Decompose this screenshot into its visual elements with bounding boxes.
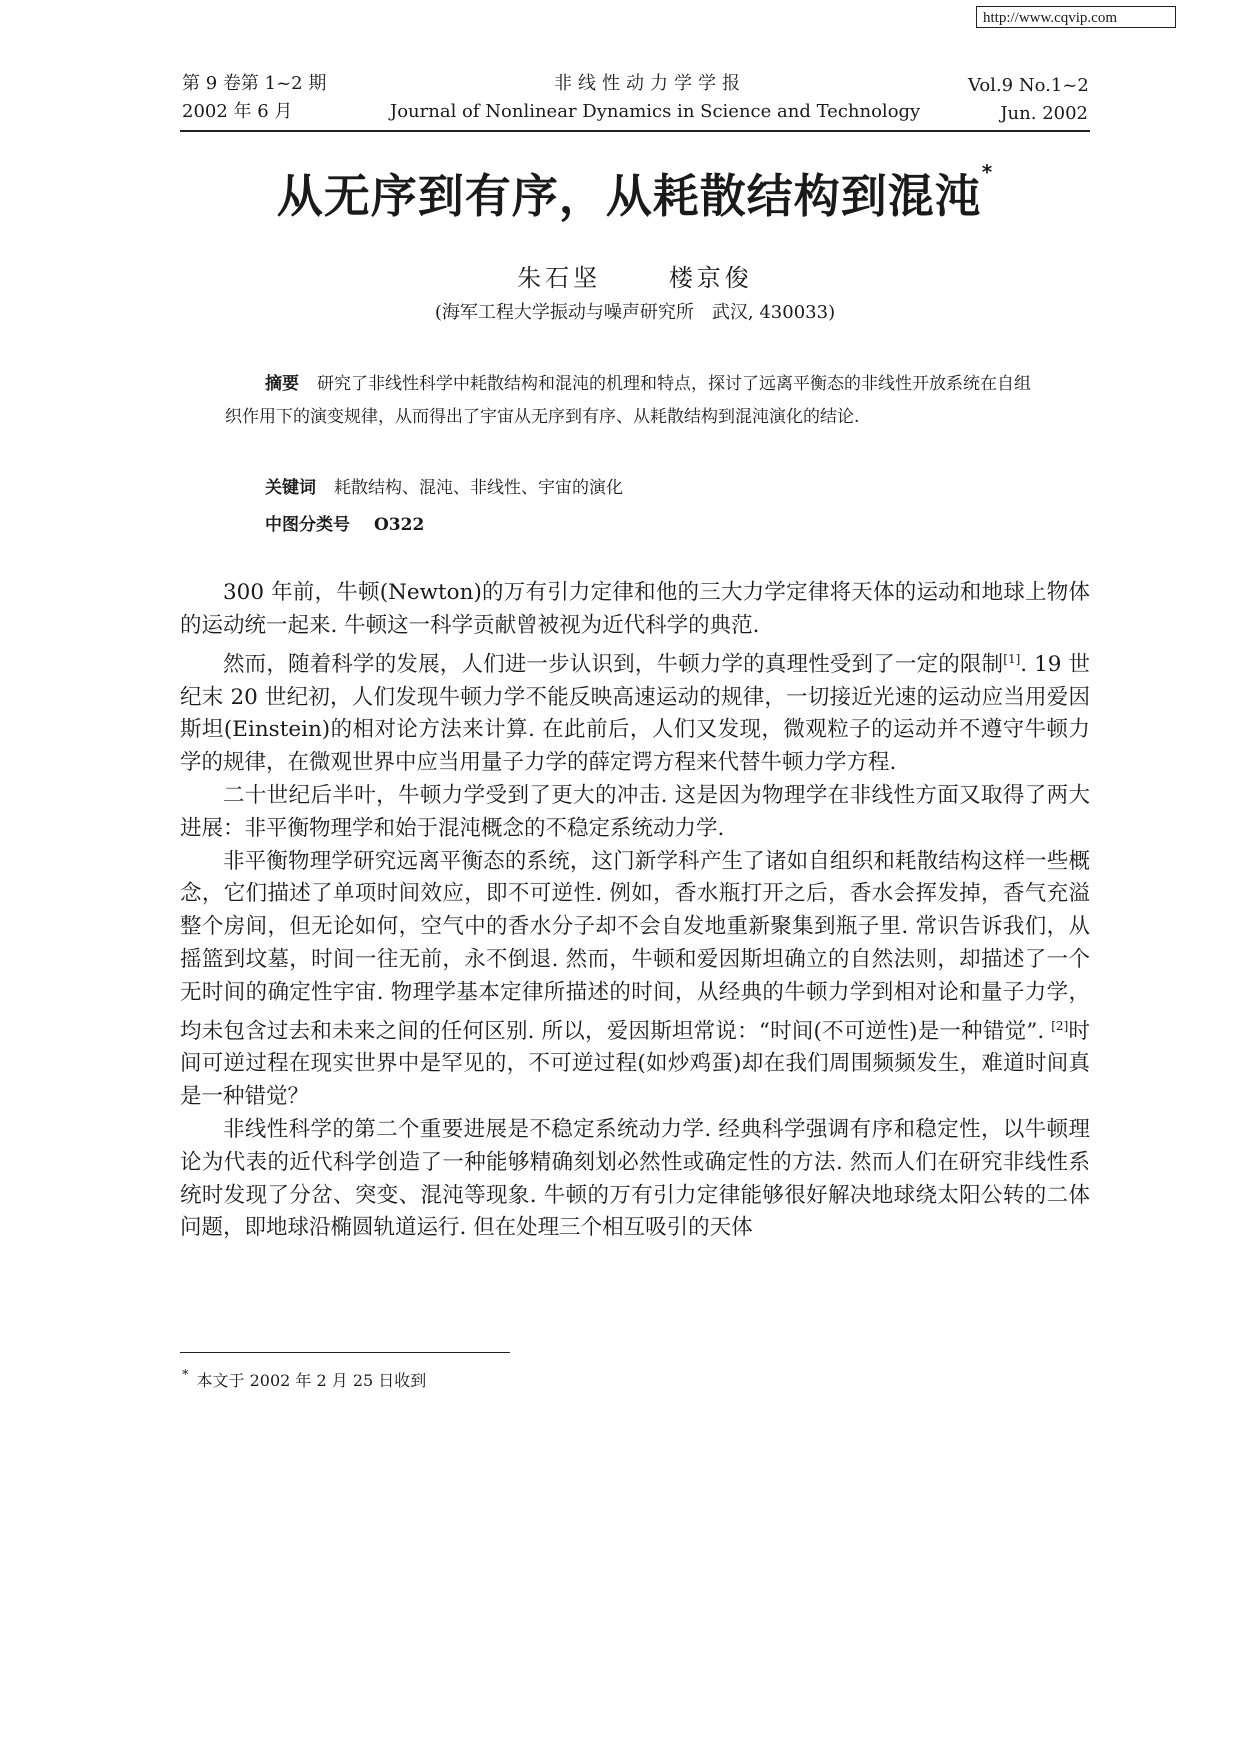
abstract-text: 研究了非线性科学中耗散结构和混沌的机理和特点，探讨了远离平衡态的非线性开放系统在自组织作用下的演变规律，从而得出了宇宙从无序到有序、从耗散结构到混沌演化的结论. (225, 374, 1031, 427)
header-center (390, 70, 921, 126)
header-right (968, 72, 1088, 128)
paragraph-text: 300 年前，牛顿(Newton)的万有引力定律和他的三大力学定律将天体的运动和地球上物体的运动统一起来. 牛顿这一科学贡献曾被视为近代科学的典范. (180, 580, 1090, 638)
paragraph-text: 然而，随着科学的发展，人们进一步认识到，牛顿力学的真理性受到了一定的限制 (223, 651, 1004, 677)
body-paragraph-1 (180, 577, 1090, 643)
affiliation: (海军工程大学振动与噪声研究所 武汉, 430033) (434, 302, 836, 323)
header-volume-en: Vol.9 No.1~2 (968, 75, 1089, 96)
abstract (225, 368, 1035, 434)
author-2: 楼京俊 (668, 264, 753, 292)
journal-title-cn: 非线性动力学学报 (554, 73, 746, 94)
body-paragraph-3 (180, 780, 1090, 846)
classification (265, 510, 424, 535)
paragraph-text-continued: 时间可逆过程在现实世界中是罕见的，不可逆过程(如炒鸡蛋)却在我们周围频频发生，难道时间真是一种错觉？ (180, 1018, 1090, 1110)
paper-title (180, 160, 1090, 226)
footnote-text: 本文于 2002 年 2 月 25 日收到 (196, 1371, 427, 1390)
body-paragraph-2 (180, 643, 1090, 780)
paragraph-text: 非平衡物理学研究远离平衡态的系统，这门新学科产生了诸如自组织和耗散结构这样一些概念，它们描述了单项时间效应，即不可逆性. 例如，香水瓶打开之后，香水会挥发掉，香气充溢整个房间，但无论如何，空气中的香水分子却不会自发地重新聚集到瓶子里. 常识告诉我们，从摇篮到坟墓，时间一往无前，永不倒退. 然而，牛顿和爱因斯坦确立的自然法则，却描述了一个无时间的确定性宇宙. 物理学基本定律所描述的时间，从经典的牛顿力学到相对论和量子力学，均未包含过去和未来之间的任何区别. 所以，爱因斯坦常说：“时间(不可逆性)是一种错觉”. (180, 848, 1090, 1044)
header-left (182, 70, 326, 126)
source-url[interactable]: http://www.cqvip.com (976, 6, 1176, 28)
journal-title-en: Journal of Nonlinear Dynamics in Science and Technology (390, 101, 921, 122)
citation-ref[interactable]: [1] (1003, 651, 1021, 666)
paragraph-text: 非线性科学的第二个重要进展是不稳定系统动力学. 经典科学强调有序和稳定性，以牛顿理论为代表的近代科学创造了一种能够精确刻划必然性或确定性的方法. 然而人们在研究非线性系统时发现了分岔、突变、混沌等现象. 牛顿的万有引力定律能够很好解决地球绕太阳公转的二体问题，即地球沿椭圆轨道运行. 但在处理三个相互吸引的天体 (180, 1117, 1090, 1241)
title-footnote-mark: * (981, 160, 994, 184)
header-date-cn: 2002 年 6 月 (182, 101, 293, 122)
authors (180, 258, 1090, 293)
keywords-label: 关键词 (265, 478, 316, 498)
author-1: 朱石坚 (517, 264, 602, 292)
classification-label: 中图分类号 (265, 515, 350, 535)
paragraph-text: 二十世纪后半叶，牛顿力学受到了更大的冲击. 这是因为物理学在非线性方面又取得了两大进展：非平衡物理学和始于混沌概念的不稳定系统动力学. (180, 782, 1090, 841)
body-paragraph-5 (180, 1114, 1090, 1245)
body-paragraph-4 (180, 846, 1090, 1115)
body-text (180, 577, 1090, 1245)
keywords (265, 473, 623, 498)
keywords-text: 耗散结构、混沌、非线性、宇宙的演化 (334, 478, 623, 498)
footnote-mark: * (182, 1368, 189, 1383)
abstract-label: 摘要 (265, 374, 299, 394)
classification-code: O322 (374, 515, 425, 535)
citation-ref[interactable]: [2] (1051, 1018, 1069, 1033)
paper-title-text: 从无序到有序，从耗散结构到混沌 (276, 169, 982, 223)
paragraph-text-continued: . 19 世纪末 20 世纪初，人们发现牛顿力学不能反映高速运动的规律，一切接近光速的运动应当用爱因斯坦(Einstein)的相对论方法来计算. 在此前后，人们又发现，微观粒子的运动并不遵守牛顿力学的规律，在微观世界中应当用量子力学的薛定谔方程来代替牛顿力学方程. (180, 651, 1090, 776)
header-rule (180, 130, 1090, 132)
header-volume-cn: 第 9 卷第 1~2 期 (182, 73, 327, 94)
footnote (182, 1368, 426, 1391)
header-date-en: Jun. 2002 (1000, 103, 1088, 124)
footnote-rule (180, 1352, 510, 1353)
